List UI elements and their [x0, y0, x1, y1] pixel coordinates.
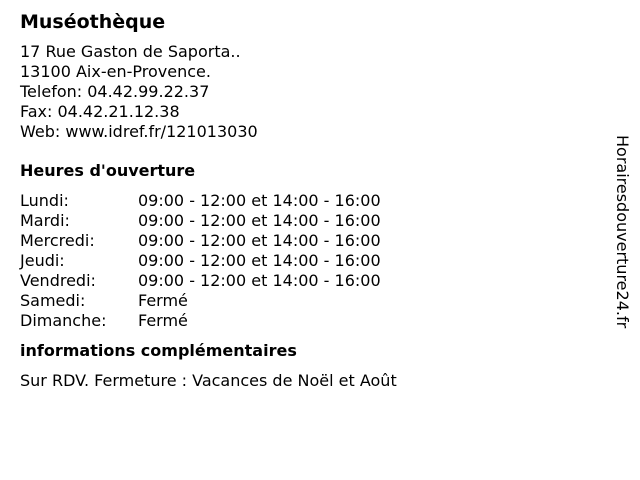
day-label: Mercredi:: [20, 231, 95, 250]
venue-card: [20, 8, 590, 391]
site-watermark: Horairesdouverture24.fr: [613, 135, 632, 329]
day-hours: 09:00 - 12:00 et 14:00 - 16:00: [138, 251, 381, 270]
contact-block: [20, 42, 590, 142]
address-line-2: 13100 Aix-en-Provence.: [20, 62, 211, 81]
day-label: Mardi:: [20, 211, 70, 230]
day-hours: 09:00 - 12:00 et 14:00 - 16:00: [138, 191, 381, 210]
hours-row-monday: [20, 191, 590, 211]
hours-row-thursday: [20, 251, 590, 271]
day-hours: 09:00 - 12:00 et 14:00 - 16:00: [138, 271, 381, 290]
venue-name: Muséothèque: [20, 11, 166, 33]
day-label: Lundi:: [20, 191, 69, 210]
day-label: Dimanche:: [20, 311, 107, 330]
phone-line: Telefon: 04.42.99.22.37: [20, 82, 210, 101]
hours-row-sunday: [20, 311, 590, 331]
day-hours: Fermé: [138, 291, 188, 310]
additional-info-heading: informations complémentaires: [20, 341, 297, 360]
day-label: Vendredi:: [20, 271, 96, 290]
hours-row-wednesday: [20, 231, 590, 251]
address-line-1: 17 Rue Gaston de Saporta..: [20, 42, 241, 61]
fax-line: Fax: 04.42.21.12.38: [20, 102, 180, 121]
hours-row-friday: [20, 271, 590, 291]
hours-row-tuesday: [20, 211, 590, 231]
day-hours: 09:00 - 12:00 et 14:00 - 16:00: [138, 211, 381, 230]
day-hours: Fermé: [138, 311, 188, 330]
opening-hours-heading: Heures d'ouverture: [20, 161, 196, 180]
day-label: Jeudi:: [20, 251, 65, 270]
day-hours: 09:00 - 12:00 et 14:00 - 16:00: [138, 231, 381, 250]
additional-info-text: Sur RDV. Fermeture : Vacances de Noël et Août: [20, 371, 397, 390]
opening-hours-table: [20, 191, 590, 331]
web-line: Web: www.idref.fr/121013030: [20, 122, 258, 141]
hours-row-saturday: [20, 291, 590, 311]
day-label: Samedi:: [20, 291, 86, 310]
